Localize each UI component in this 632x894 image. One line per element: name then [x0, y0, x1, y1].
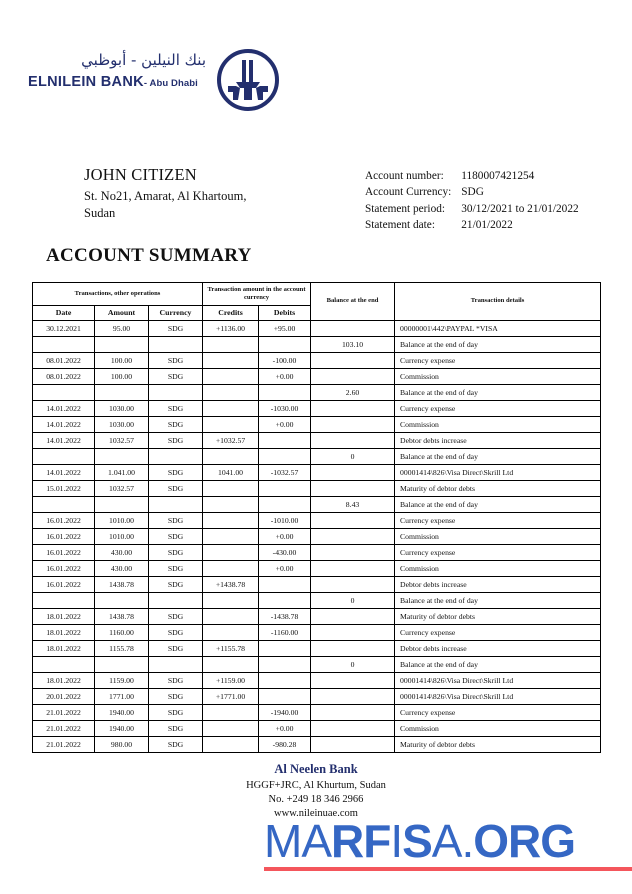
account-number-row	[365, 168, 579, 184]
cell-date: 20.01.2022	[33, 689, 95, 705]
cell-currency	[149, 657, 203, 673]
cell-debits: -1010.00	[259, 513, 311, 529]
cell-date: 21.01.2022	[33, 705, 95, 721]
cell-credits	[203, 737, 259, 753]
statement-period-value: 30/12/2021 to 21/01/2022	[461, 202, 579, 215]
cell-date: 16.01.2022	[33, 545, 95, 561]
statement-date-value: 21/01/2022	[461, 219, 513, 232]
cell-details: Currency expense	[395, 401, 601, 417]
cell-currency: SDG	[149, 401, 203, 417]
cell-date: 14.01.2022	[33, 401, 95, 417]
watermark-part-5: A.	[431, 815, 474, 867]
watermark-part-1: MA	[264, 815, 331, 867]
account-info-block	[365, 168, 579, 234]
account-number-value: 1180007421254	[461, 170, 535, 182]
cell-amount: 100.00	[95, 369, 149, 385]
cell-amount: 1010.00	[95, 529, 149, 545]
cell-balance	[311, 737, 395, 753]
table-row	[33, 721, 601, 737]
table-row	[33, 737, 601, 753]
cell-credits	[203, 593, 259, 609]
bank-logo	[28, 52, 288, 128]
table-row	[33, 593, 601, 609]
cell-credits: +1155.78	[203, 641, 259, 657]
cell-amount: 1438.78	[95, 609, 149, 625]
cell-balance	[311, 513, 395, 529]
page-title: ACCOUNT SUMMARY	[46, 245, 252, 266]
cell-currency: SDG	[149, 737, 203, 753]
cell-balance	[311, 465, 395, 481]
cell-date: 16.01.2022	[33, 561, 95, 577]
statement-period-row	[365, 201, 579, 217]
cell-amount: 1940.00	[95, 705, 149, 721]
transactions-table-container	[32, 282, 600, 753]
footer-address: HGGF+JRC, Al Khurtum, Sudan	[246, 780, 386, 791]
table-row	[33, 353, 601, 369]
cell-details: Debtor debts increase	[395, 577, 601, 593]
cell-date: 18.01.2022	[33, 673, 95, 689]
cell-details: 00001414\826\Visa Direct\Skrill Ltd	[395, 465, 601, 481]
cell-currency: SDG	[149, 353, 203, 369]
cell-debits: -1438.78	[259, 609, 311, 625]
cell-balance: 103.10	[311, 337, 395, 353]
cell-details: 00000001\442\PAYPAL *VISA	[395, 321, 601, 337]
cell-details: Balance at the end of day	[395, 593, 601, 609]
cell-details: Currency expense	[395, 353, 601, 369]
header-debits: Debits	[259, 306, 311, 321]
table-header-group-row	[33, 283, 601, 306]
customer-block	[84, 165, 354, 222]
cell-debits	[259, 385, 311, 401]
cell-balance	[311, 529, 395, 545]
cell-debits	[259, 433, 311, 449]
cell-amount: 1159.00	[95, 673, 149, 689]
cell-details: Currency expense	[395, 625, 601, 641]
cell-details: Currency expense	[395, 705, 601, 721]
cell-currency	[149, 385, 203, 401]
cell-details: 00001414\826\Visa Direct\Skrill Ltd	[395, 689, 601, 705]
cell-date: 14.01.2022	[33, 433, 95, 449]
cell-currency: SDG	[149, 513, 203, 529]
cell-currency: SDG	[149, 481, 203, 497]
cell-debits	[259, 449, 311, 465]
cell-amount: 1032.57	[95, 433, 149, 449]
cell-amount: 100.00	[95, 353, 149, 369]
cell-debits: -430.00	[259, 545, 311, 561]
cell-currency: SDG	[149, 321, 203, 337]
cell-date: 18.01.2022	[33, 609, 95, 625]
table-row	[33, 705, 601, 721]
header-amount-currency-group: Transaction amount in the account currency	[203, 283, 311, 306]
table-row	[33, 673, 601, 689]
cell-amount: 1032.57	[95, 481, 149, 497]
cell-currency	[149, 497, 203, 513]
cell-currency	[149, 337, 203, 353]
cell-debits: -1032.57	[259, 465, 311, 481]
cell-amount: 1030.00	[95, 401, 149, 417]
customer-address-line1: St. No21, Amarat, Al Khartoum,	[84, 189, 247, 203]
cell-balance	[311, 625, 395, 641]
cell-currency: SDG	[149, 433, 203, 449]
cell-date	[33, 385, 95, 401]
header-details: Transaction details	[395, 283, 601, 321]
account-currency-value: SDG	[461, 186, 484, 199]
cell-details: Debtor debts increase	[395, 433, 601, 449]
cell-date: 21.01.2022	[33, 737, 95, 753]
cell-balance: 0	[311, 657, 395, 673]
cell-date	[33, 593, 95, 609]
cell-amount: 1160.00	[95, 625, 149, 641]
cell-credits: +1136.00	[203, 321, 259, 337]
cell-credits	[203, 513, 259, 529]
cell-currency: SDG	[149, 545, 203, 561]
cell-date	[33, 449, 95, 465]
cell-debits: -1030.00	[259, 401, 311, 417]
cell-details: Commission	[395, 417, 601, 433]
statement-date-label: Statement date:	[365, 219, 435, 232]
cell-credits: +1771.00	[203, 689, 259, 705]
cell-balance	[311, 481, 395, 497]
table-row	[33, 337, 601, 353]
cell-currency: SDG	[149, 673, 203, 689]
cell-amount: 1.041.00	[95, 465, 149, 481]
cell-credits	[203, 721, 259, 737]
cell-balance: 2.60	[311, 385, 395, 401]
cell-details: Commission	[395, 369, 601, 385]
table-row	[33, 481, 601, 497]
cell-balance	[311, 577, 395, 593]
watermark-part-4: S	[402, 815, 432, 867]
table-row	[33, 513, 601, 529]
cell-date: 18.01.2022	[33, 625, 95, 641]
cell-currency: SDG	[149, 641, 203, 657]
cell-balance	[311, 673, 395, 689]
cell-details: Currency expense	[395, 513, 601, 529]
table-row	[33, 401, 601, 417]
cell-debits	[259, 337, 311, 353]
cell-details: Debtor debts increase	[395, 641, 601, 657]
cell-credits	[203, 369, 259, 385]
cell-credits	[203, 385, 259, 401]
cell-debits: -100.00	[259, 353, 311, 369]
cell-balance: 0	[311, 449, 395, 465]
cell-amount: 430.00	[95, 545, 149, 561]
cell-balance	[311, 321, 395, 337]
cell-debits: -980.28	[259, 737, 311, 753]
account-number-label: Account number:	[365, 170, 444, 182]
cell-details: Maturity of debtor debts	[395, 737, 601, 753]
cell-details: Balance at the end of day	[395, 657, 601, 673]
cell-credits	[203, 705, 259, 721]
cell-amount: 1438.78	[95, 577, 149, 593]
cell-amount	[95, 449, 149, 465]
header-balance: Balance at the end	[311, 283, 395, 321]
cell-credits	[203, 625, 259, 641]
watermark-text	[264, 815, 632, 867]
cell-date: 18.01.2022	[33, 641, 95, 657]
table-row	[33, 529, 601, 545]
cell-balance	[311, 721, 395, 737]
watermark	[264, 815, 632, 871]
bank-logo-suffix: - Abu Dhabi	[143, 77, 198, 89]
cell-date: 30.12.2021	[33, 321, 95, 337]
cell-debits	[259, 657, 311, 673]
cell-currency: SDG	[149, 705, 203, 721]
cell-currency: SDG	[149, 625, 203, 641]
table-row	[33, 657, 601, 673]
cell-balance	[311, 545, 395, 561]
cell-amount	[95, 385, 149, 401]
statement-period-label: Statement period:	[365, 202, 445, 215]
bank-emblem-icon	[216, 48, 280, 112]
cell-amount: 980.00	[95, 737, 149, 753]
statement-date-row	[365, 217, 579, 233]
header-date: Date	[33, 306, 95, 321]
watermark-part-3: I	[390, 815, 403, 867]
cell-currency	[149, 449, 203, 465]
footer-bank-name: Al Neelen Bank	[274, 762, 358, 776]
table-row	[33, 369, 601, 385]
table-header	[33, 283, 601, 321]
cell-debits: -1160.00	[259, 625, 311, 641]
table-row	[33, 497, 601, 513]
cell-amount: 1771.00	[95, 689, 149, 705]
cell-details: Commission	[395, 721, 601, 737]
cell-currency: SDG	[149, 721, 203, 737]
table-row	[33, 465, 601, 481]
cell-balance	[311, 689, 395, 705]
account-currency-label: Account Currency:	[365, 186, 452, 199]
cell-balance	[311, 433, 395, 449]
cell-credits	[203, 657, 259, 673]
cell-debits	[259, 641, 311, 657]
cell-date: 16.01.2022	[33, 513, 95, 529]
cell-debits: +0.00	[259, 561, 311, 577]
cell-debits: +0.00	[259, 721, 311, 737]
cell-balance	[311, 641, 395, 657]
cell-currency: SDG	[149, 369, 203, 385]
table-row	[33, 577, 601, 593]
cell-credits	[203, 481, 259, 497]
cell-date	[33, 657, 95, 673]
cell-amount: 1155.78	[95, 641, 149, 657]
cell-debits: +95.00	[259, 321, 311, 337]
cell-credits	[203, 353, 259, 369]
cell-credits	[203, 545, 259, 561]
cell-debits: +0.00	[259, 369, 311, 385]
watermark-part-2: RF	[331, 815, 391, 867]
cell-amount: 1940.00	[95, 721, 149, 737]
cell-credits: +1032.57	[203, 433, 259, 449]
cell-balance	[311, 561, 395, 577]
cell-debits: -1940.00	[259, 705, 311, 721]
cell-currency: SDG	[149, 689, 203, 705]
table-row	[33, 433, 601, 449]
cell-credits	[203, 609, 259, 625]
transactions-table	[32, 282, 601, 753]
bank-logo-arabic-text: بنك النيلين - أبوظبي	[81, 51, 206, 69]
cell-debits	[259, 689, 311, 705]
cell-credits: +1159.00	[203, 673, 259, 689]
cell-amount: 95.00	[95, 321, 149, 337]
watermark-underline	[264, 867, 632, 871]
bank-logo-name: ELNILEIN BANK	[28, 73, 144, 90]
cell-date: 08.01.2022	[33, 369, 95, 385]
header-currency: Currency	[149, 306, 203, 321]
cell-details: Currency expense	[395, 545, 601, 561]
cell-credits	[203, 449, 259, 465]
table-row	[33, 321, 601, 337]
cell-balance: 0	[311, 593, 395, 609]
table-row	[33, 449, 601, 465]
cell-amount: 1030.00	[95, 417, 149, 433]
cell-credits	[203, 497, 259, 513]
cell-credits	[203, 529, 259, 545]
cell-details: Balance at the end of day	[395, 337, 601, 353]
customer-address-line2: Sudan	[84, 205, 116, 220]
cell-balance	[311, 401, 395, 417]
cell-details: Commission	[395, 561, 601, 577]
table-row	[33, 545, 601, 561]
cell-debits	[259, 577, 311, 593]
cell-date	[33, 337, 95, 353]
header-amount: Amount	[95, 306, 149, 321]
cell-date: 16.01.2022	[33, 529, 95, 545]
footer-block	[0, 762, 632, 821]
cell-debits	[259, 673, 311, 689]
cell-details: Maturity of debtor debts	[395, 609, 601, 625]
cell-debits	[259, 497, 311, 513]
cell-debits	[259, 481, 311, 497]
cell-currency: SDG	[149, 577, 203, 593]
cell-amount	[95, 657, 149, 673]
cell-amount: 1010.00	[95, 513, 149, 529]
table-row	[33, 625, 601, 641]
cell-date: 15.01.2022	[33, 481, 95, 497]
table-row	[33, 417, 601, 433]
table-row	[33, 609, 601, 625]
cell-currency: SDG	[149, 609, 203, 625]
cell-currency: SDG	[149, 417, 203, 433]
cell-debits	[259, 593, 311, 609]
footer-website: www.nileinuae.com	[274, 807, 358, 819]
bank-logo-latin-text	[28, 73, 218, 91]
table-row	[33, 641, 601, 657]
cell-debits: +0.00	[259, 529, 311, 545]
cell-currency: SDG	[149, 561, 203, 577]
footer-phone: No. +249 18 346 2966	[268, 793, 364, 805]
table-body	[33, 321, 601, 753]
cell-details: Maturity of debtor debts	[395, 481, 601, 497]
customer-name: JOHN CITIZEN	[84, 165, 197, 184]
cell-amount	[95, 593, 149, 609]
cell-credits: +1438.78	[203, 577, 259, 593]
cell-balance: 8.43	[311, 497, 395, 513]
cell-credits	[203, 337, 259, 353]
header-credits: Credits	[203, 306, 259, 321]
cell-balance	[311, 705, 395, 721]
cell-date: 21.01.2022	[33, 721, 95, 737]
account-currency-row	[365, 184, 579, 200]
header-transactions-group: Transactions, other operations	[33, 283, 203, 306]
cell-amount	[95, 337, 149, 353]
cell-amount	[95, 497, 149, 513]
cell-credits	[203, 417, 259, 433]
cell-date: 08.01.2022	[33, 353, 95, 369]
cell-details: Balance at the end of day	[395, 449, 601, 465]
table-row	[33, 689, 601, 705]
cell-date: 16.01.2022	[33, 577, 95, 593]
cell-details: Commission	[395, 529, 601, 545]
cell-details: 00001414\826\Visa Direct\Skrill Ltd	[395, 673, 601, 689]
cell-balance	[311, 369, 395, 385]
table-row	[33, 385, 601, 401]
cell-currency	[149, 593, 203, 609]
cell-balance	[311, 609, 395, 625]
cell-currency: SDG	[149, 465, 203, 481]
cell-credits: 1041.00	[203, 465, 259, 481]
cell-credits	[203, 401, 259, 417]
cell-debits: +0.00	[259, 417, 311, 433]
cell-balance	[311, 417, 395, 433]
table-row	[33, 561, 601, 577]
cell-details: Balance at the end of day	[395, 497, 601, 513]
cell-date	[33, 497, 95, 513]
cell-credits	[203, 561, 259, 577]
cell-balance	[311, 353, 395, 369]
cell-date: 14.01.2022	[33, 465, 95, 481]
watermark-part-6: ORG	[473, 815, 576, 867]
cell-details: Balance at the end of day	[395, 385, 601, 401]
cell-amount: 430.00	[95, 561, 149, 577]
cell-date: 14.01.2022	[33, 417, 95, 433]
cell-currency: SDG	[149, 529, 203, 545]
